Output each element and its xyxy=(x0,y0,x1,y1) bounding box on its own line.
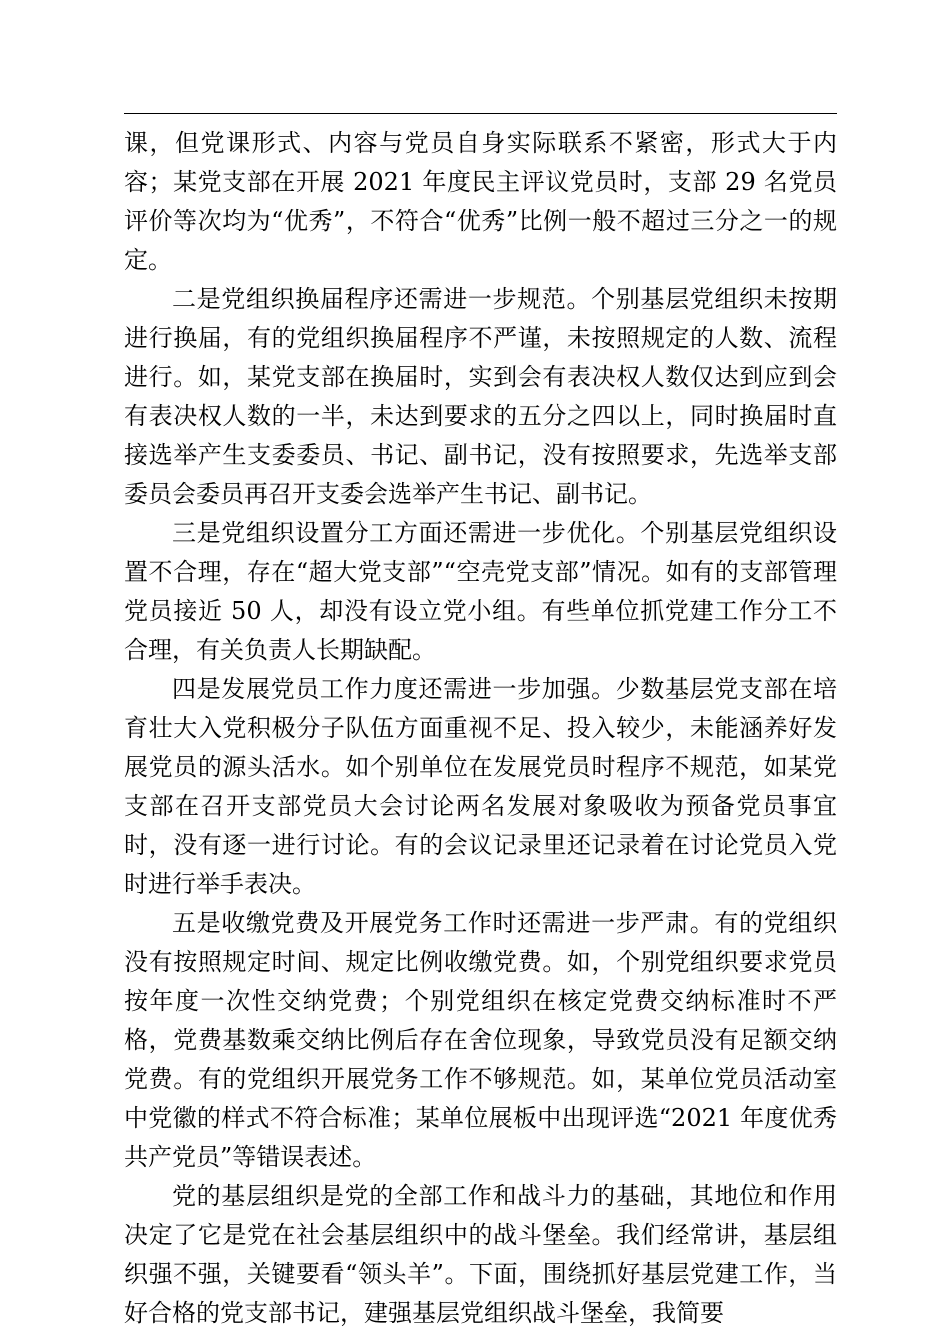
paragraph-member-development: 四是发展党员工作力度还需进一步加强。少数基层党支部在培育壮大入党积极分子队伍方面重视不足、投入较少，未能涵养好发展党员的源头活水。如个别单位在发展党员时程序不规范，如某党支部在召开支部党员大会讨论两名发展对象吸收为预备党员事宜时，没有逐一进行讨论。有的会议记录里还记录着在讨论党员入党时进行举手表决。 xyxy=(124,675,837,898)
document-body xyxy=(124,124,837,1333)
header-rule xyxy=(124,113,837,114)
paragraph-conclusion: 党的基层组织是党的全部工作和战斗力的基础，其地位和作用决定了它是党在社会基层组织中的战斗堡垒。我们经常讲，基层组织强不强，关键要看“领头羊”。下面，围绕抓好基层党建工作，当好合格的党支部书记，建强基层党组织战斗堡垒，我简要 xyxy=(124,1182,837,1327)
paragraph-continuation: 课，但党课形式、内容与党员自身实际联系不紧密，形式大于内容；某党支部在开展 2021 年度民主评议党员时，支部 29 名党员评价等次均为“优秀”，不符合“优秀”比例一般不超过三分之一的规定。 xyxy=(124,129,837,274)
paragraph-party-election-procedure: 二是党组织换届程序还需进一步规范。个别基层党组织未按期进行换届，有的党组织换届程序不严谨，未按照规定的人数、流程进行。如，某党支部在换届时，实到会有表决权人数仅达到应到会有表决权人数的一半，未达到要求的五分之四以上，同时换届时直接选举产生支委委员、书记、副书记，没有按照要求，先选举支部委员会委员再召开支委会选举产生书记、副书记。 xyxy=(124,285,837,508)
paragraph-party-dues: 五是收缴党费及开展党务工作时还需进一步严肃。有的党组织没有按照规定时间、规定比例收缴党费。如，个别党组织要求党员按年度一次性交纳党费；个别党组织在核定党费交纳标准时不严格，党费基数乘交纳比例后存在舍位现象，导致党员没有足额交纳党费。有的党组织开展党务工作不够规范。如，某单位党员活动室中党徽的样式不符合标准；某单位展板中出现评选“2021 年度优秀共产党员”等错误表述。 xyxy=(124,909,837,1171)
paragraph-organization-setup: 三是党组织设置分工方面还需进一步优化。个别基层党组织设置不合理，存在“超大党支部”“空壳党支部”情况。如有的支部管理党员接近 50 人，却没有设立党小组。有些单位抓党建工作分工不合理，有关负责人长期缺配。 xyxy=(124,519,837,664)
